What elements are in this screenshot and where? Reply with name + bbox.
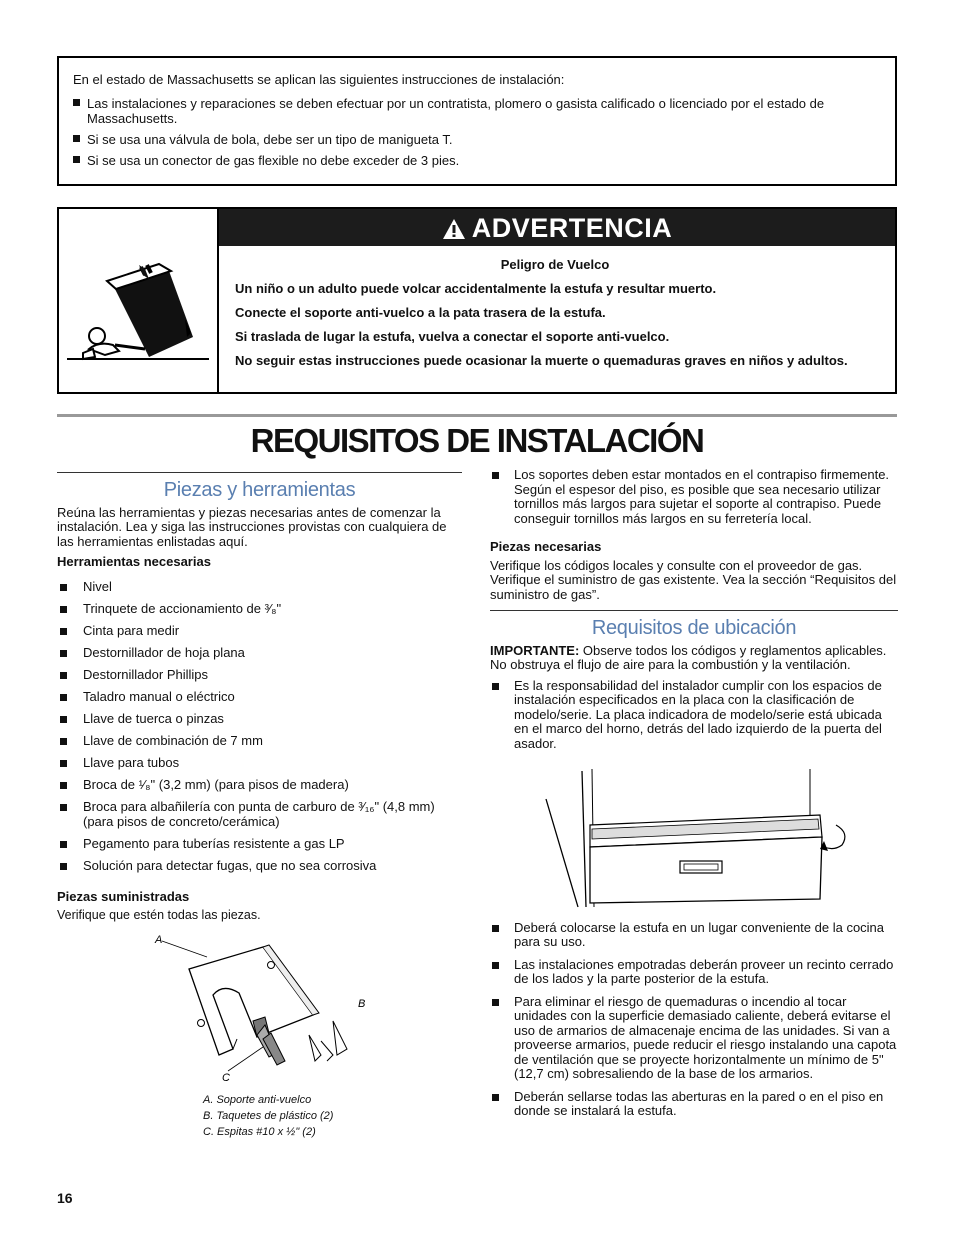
list-item: Cinta para medir <box>57 624 462 639</box>
caption: B. Taquetes de plástico (2) <box>203 1110 334 1123</box>
list-item: Taladro manual o eléctrico <box>57 690 462 705</box>
bullet-square-icon <box>492 1094 499 1101</box>
list-item: Pegamento para tuberías resistente a gas LP <box>57 837 462 852</box>
list-item: Llave para tubos <box>57 756 462 771</box>
warning-line: No seguir estas instrucciones puede ocasionar la muerte o quemaduras graves en niños y adultos. <box>235 353 848 368</box>
list-item: Es la responsabilidad del instalador cumplir con los espacios de instalación especificados en la placa con la clasificación de modelo/serie. La placa indicadora de modelo/serie está ubicada en el marco del horno, detrás del lado izquierdo de la puerta del asador. <box>490 679 898 752</box>
warning-triangle-icon <box>442 218 466 240</box>
warning-banner-text: ADVERTENCIA <box>471 213 673 243</box>
bullet-square-icon <box>60 694 67 701</box>
tools-list <box>57 580 462 874</box>
bullet-square-icon <box>60 804 67 811</box>
bullet-square-icon <box>60 672 67 679</box>
list-item: Los soportes deben estar montados en el contrapiso firmemente. Según el espesor del piso, es posible que sea necesario utilizar tornillos más largos para sujetar el soporte al contrapiso. Puede conseguir tornillos más largos en su ferretería local. <box>490 468 898 526</box>
bullet-square-icon <box>492 472 499 479</box>
parts-supplied-intro: Verifique que estén todas las piezas. <box>57 908 261 923</box>
figure-label-a: A <box>155 933 163 946</box>
list-item: Llave de tuerca o pinzas <box>57 712 462 727</box>
tip-over-hazard-illustration <box>59 209 219 392</box>
bullet-square-icon <box>60 760 67 767</box>
list-item: Las instalaciones y reparaciones se deben efectuar por un contratista, plomero o gasista calificado o licenciado por el estado de Massachusetts. <box>73 96 873 126</box>
bullet-square-icon <box>492 962 499 969</box>
divider <box>490 610 898 611</box>
divider <box>57 414 897 417</box>
warning-line: Un niño o un adulto puede volcar accidentalmente la estufa y resultar muerto. <box>235 281 717 296</box>
warning-heading: Peligro de Vuelco <box>500 257 610 272</box>
figure-captions <box>203 1092 462 1140</box>
page-title: REQUISITOS DE INSTALACIÓN <box>250 422 704 459</box>
bullet-square-icon <box>60 738 67 745</box>
list-item: Si se usa una válvula de bola, debe ser un tipo de manigueta T. <box>73 132 873 147</box>
bullet-square-icon <box>73 135 80 142</box>
list-item: Deberán sellarse todas las aberturas en la pared o en el piso en donde se instalará la estufa. <box>490 1090 898 1119</box>
parts-needed-title: Piezas necesarias <box>490 539 602 554</box>
section-title-ubicacion: Requisitos de ubicación <box>591 617 797 639</box>
list-item: Solución para detectar fugas, que no sea corrosiva <box>57 859 462 874</box>
bullet-square-icon <box>60 606 67 613</box>
parts-supplied-title: Piezas suministradas <box>57 888 190 904</box>
parts-needed-text: Verifique los códigos locales y consulte con el proveedor de gas. Verifique el suministro de gas existente. Vea la sección “Requisitos del suministro de gas”. <box>490 557 897 602</box>
list-item: Broca de ¹⁄₈" (3,2 mm) (para pisos de madera) <box>57 778 462 793</box>
warning-banner <box>219 209 895 246</box>
figure-label-c: C <box>222 1071 230 1084</box>
list-item: Para eliminar el riesgo de quemaduras o incendio al tocar unidades con la superficie demasiado caliente, deberá evitarse el uso de armarios de almacenaje encima de las unidades. Si van a proveerse armarios, puede reducir el riesgo instalando una capota de ventilación que se proyecte horizontalmente un mínimo de 5" (12,7 cm) sobresaliendo de la base de los armarios. <box>490 995 898 1082</box>
bullet-square-icon <box>60 782 67 789</box>
bullet-square-icon <box>60 628 67 635</box>
anti-tip-bracket-illustration <box>57 929 462 1089</box>
massachusetts-intro: En el estado de Massachusetts se aplican las siguientes instrucciones de instalación: <box>73 72 565 87</box>
left-column <box>57 472 462 1140</box>
warning-body <box>235 257 875 377</box>
divider <box>57 472 462 473</box>
bullet-square-icon <box>60 584 67 591</box>
mounting-list <box>490 468 898 526</box>
list-item: Destornillador de hoja plana <box>57 646 462 661</box>
bullet-square-icon <box>73 156 80 163</box>
bullet-square-icon <box>60 841 67 848</box>
warning-box <box>57 207 897 394</box>
location-list <box>490 679 898 752</box>
bullet-square-icon <box>492 925 499 932</box>
list-item: Nivel <box>57 580 462 595</box>
list-item: Broca para albañilería con punta de carburo de ³⁄₁₆" (4,8 mm) (para pisos de concreto/cerámica) <box>57 800 462 829</box>
tools-title: Herramientas necesarias <box>57 554 211 569</box>
caption: A. Soporte anti-vuelco <box>203 1094 312 1107</box>
list-item: Destornillador Phillips <box>57 668 462 683</box>
bullet-square-icon <box>73 99 80 106</box>
important-label: IMPORTANTE: <box>490 642 580 658</box>
figure-label-b: B <box>358 997 366 1010</box>
list-item: Las instalaciones empotradas deberán proveer un recinto cerrado de los lados y la parte posterior de la estufa. <box>490 958 898 987</box>
bullet-square-icon <box>492 999 499 1006</box>
list-item: Deberá colocarse la estufa en un lugar conveniente de la cocina para su uso. <box>490 921 898 950</box>
important-note: IMPORTANTE: Observe todos los códigos y reglamentos aplicables. No obstruya el flujo de aire para la combustión y la ventilación. <box>490 642 887 672</box>
bullet-square-icon <box>492 683 499 690</box>
caption: C. Espitas #10 x ½" (2) <box>203 1126 316 1139</box>
bullet-square-icon <box>60 863 67 870</box>
location-list-2 <box>490 921 898 1119</box>
bullet-square-icon <box>60 716 67 723</box>
massachusetts-list <box>73 96 873 174</box>
list-item: Trinquete de accionamiento de ³⁄₈" <box>57 602 462 617</box>
list-item: Si se usa un conector de gas flexible no debe exceder de 3 pies. <box>73 153 873 168</box>
section-title-piezas: Piezas y herramientas <box>163 479 356 501</box>
piezas-intro: Reúna las herramientas y piezas necesarias antes de comenzar la instalación. Lea y siga las instrucciones provistas con cualquiera de las herramientas enlistadas aquí. <box>57 504 447 549</box>
tipping-range-icon <box>59 209 217 392</box>
list-item: Llave de combinación de 7 mm <box>57 734 462 749</box>
right-column <box>490 468 898 1127</box>
bullet-square-icon <box>60 650 67 657</box>
broiler-drawer-illustration <box>490 759 898 909</box>
page-number: 16 <box>57 1190 73 1206</box>
massachusetts-notice-box <box>57 56 897 186</box>
warning-line: Si traslada de lugar la estufa, vuelva a conectar el soporte anti-vuelco. <box>235 329 670 344</box>
warning-line: Conecte el soporte anti-vuelco a la pata trasera de la estufa. <box>235 305 606 320</box>
